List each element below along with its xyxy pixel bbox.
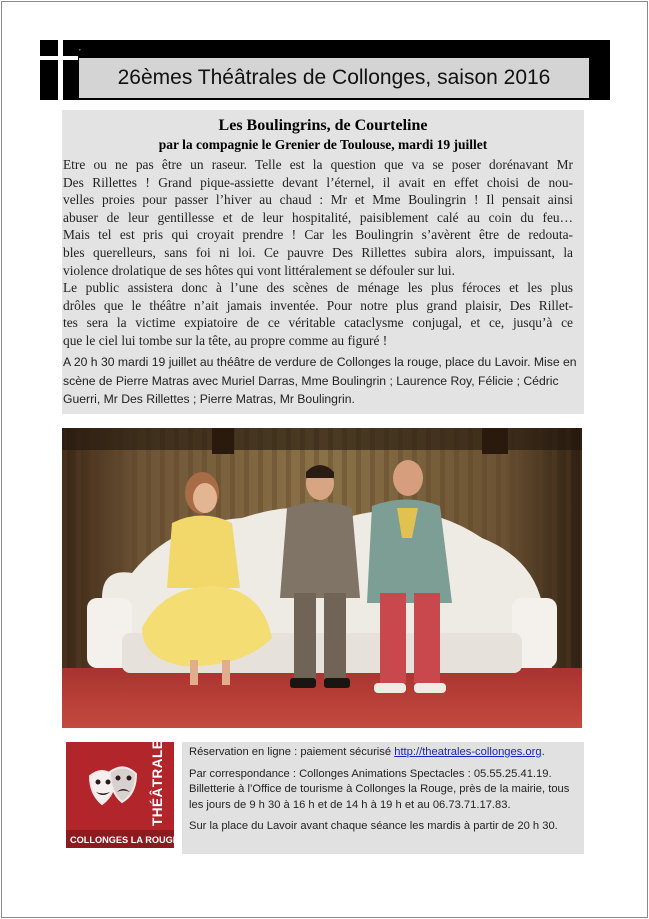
booking-info (189, 745, 581, 841)
play-title: Les Boulingrins, de Courteline (218, 117, 428, 134)
text-line: drôles que le théâtre n’ait jamais inventée. Pour notre plus grand plaisir, Des Rillet- (63, 297, 573, 313)
mail-booking: Par correspondance : Collonges Animations Spectacles : 05.55.25.41.19. Billetterie à l’Office de tourisme à Collonges la Rouge, près de la mairie, tous les jours de 9 h 30 à 16 h et de 14 h à 19 h et au 06.73.71.17.83. (189, 767, 570, 811)
online-booking-text: Réservation en ligne : paiement sécurisé (189, 746, 395, 758)
online-booking-suffix: . (541, 746, 545, 758)
text-line: tes sera la victime expiatoire de ce véritable cataclysme conjugal, et ce, jusqu’à ce (63, 315, 573, 331)
article-body (63, 156, 573, 350)
text-line: velles proies pour passer l’hiver au chaud : Mr et Mme Boulingrin ! Il pensait ainsi (63, 192, 573, 208)
header-mark: , (79, 44, 81, 52)
text-line: Etre ou ne pas être un raseur. Telle est la question que va se poser dorénavant Mr (63, 157, 573, 172)
text-line: Des Rillettes ! Grand pique-assiette devant l’éternel, il avait en effet choisi de nou- (63, 174, 573, 190)
text-line: violence drolatique de ses hôtes qui vont littéralement se défouler sur lui. (63, 262, 455, 278)
text-line: Le public assistera donc à l’une des scènes de ménage les plus féroces et les plus (63, 280, 573, 296)
text-line: abuser de leur gentillesse et de leur hospitalité, paisiblement calé au coin du feu… (63, 209, 573, 225)
article-paragraph (63, 156, 573, 279)
article-paragraph (63, 279, 573, 349)
onsite-booking: Sur la place du Lavoir avant chaque séance les mardis à partir de 20 h 30. (189, 820, 558, 832)
play-subtitle: par la compagnie le Grenier de Toulouse, mardi 19 juillet (158, 137, 488, 152)
header-decoration (40, 56, 78, 60)
logo-vertical-text: THÉÂTRALES (150, 742, 165, 826)
text-line: Mais tel est pris qui croyait prendre ! Car les Boulingrin s’avèrent être de redouta- (63, 227, 573, 243)
logo-bottom-text: COLLONGES LA ROUGE (70, 835, 174, 845)
booking-link[interactable]: http://theatrales-collonges.org (394, 746, 542, 758)
online-booking (189, 745, 581, 761)
header-decoration (58, 40, 63, 100)
stage-photo (62, 428, 582, 728)
text-line: bles querelleurs, sans foi ni loi. Ce pauvre Des Rillettes subira alors, impuissant, la (63, 244, 573, 260)
theatrales-logo (66, 742, 174, 848)
text-line: que le ciel lui tombe sur la tête, au propre comme au figuré ! (63, 332, 388, 348)
performance-details: A 20 h 30 mardi 19 juillet au théâtre de verdure de Collonges la rouge, place du Lavoir. Mise en scène de Pierre Matras avec Muriel Darras, Mme Boulingrin ; Laurence Roy, Félicie ; Cédric Guerri, Mr Des Rillettes ; Pierre Matras, Mr Boulingrin. (63, 355, 577, 406)
page-title: 26èmes Théâtrales de Collonges, saison 2016 (117, 66, 551, 89)
